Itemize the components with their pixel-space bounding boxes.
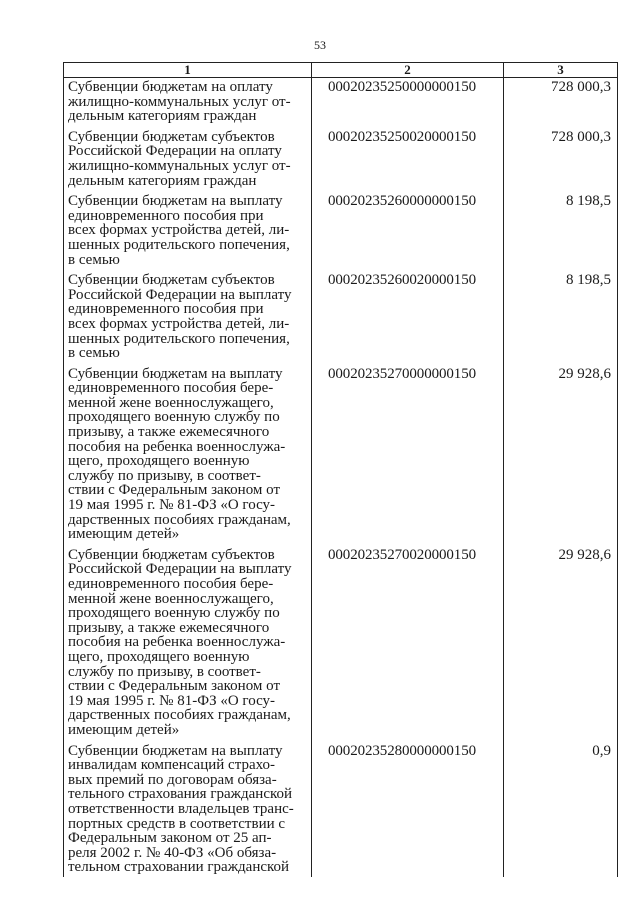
row-name-line: пособия на ребенка военнослужа- — [68, 438, 286, 455]
row-name-line: менной жене военнослужащего, — [68, 590, 274, 607]
row-amount-cell: 29 928,6 — [504, 544, 618, 740]
row-name-line: шенных родительского попечения, — [68, 330, 290, 347]
budget-table — [63, 62, 618, 877]
row-name-line: проходящего военную службу по — [68, 409, 280, 426]
row-name-line: дарственных пособиях гражданам, — [68, 511, 291, 528]
row-name-line: пособия на ребенка военнослужа- — [68, 634, 286, 651]
column-header-name: 1 — [64, 63, 312, 78]
table-body — [64, 78, 618, 877]
row-name-cell — [64, 269, 312, 363]
row-name-line: тельном страховании гражданской — [68, 859, 290, 876]
row-name-line: службу по призыву, в соответ- — [68, 663, 261, 680]
row-amount-cell: 8 198,5 — [504, 190, 618, 269]
row-name-line: 19 мая 1995 г. № 81-ФЗ «О госу- — [68, 692, 276, 709]
table-header-row — [64, 63, 618, 78]
row-name-line: ствии с Федеральным законом от — [68, 678, 281, 695]
row-code-cell: 00020235260020000150 — [312, 269, 504, 363]
row-name-cell — [64, 363, 312, 544]
row-name-line: Субвенции бюджетам на выплату — [68, 193, 283, 210]
table-row — [64, 126, 618, 190]
row-name-line: Субвенции бюджетам субъектов — [68, 546, 275, 563]
row-name-line: ответственности владельцев транс- — [68, 800, 294, 817]
row-name-line: Российской Федерации на выплату — [68, 286, 292, 303]
page-number: 53 — [314, 38, 326, 52]
row-name-line: ствии с Федеральным законом от — [68, 482, 281, 499]
row-name-line: 19 мая 1995 г. № 81-ФЗ «О госу- — [68, 497, 276, 514]
row-name-line: тельного страхования гражданской — [68, 786, 293, 803]
row-name-line: шенных родительского попечения, — [68, 236, 290, 253]
row-name-line: единовременного пособия бере- — [68, 576, 274, 592]
row-code-cell: 00020235250000000150 — [312, 78, 504, 126]
row-name-line: всех формах устройства детей, ли- — [68, 222, 290, 239]
row-code-cell: 00020235270000000150 — [312, 363, 504, 544]
table-row — [64, 78, 618, 126]
row-name-line: портных средств в соответствии с — [68, 815, 286, 832]
row-name-line: Российской Федерации на выплату — [68, 561, 292, 578]
row-name-line: всех формах устройства детей, ли- — [68, 315, 290, 332]
row-name-line: имеющим детей» — [68, 721, 180, 738]
row-name-line: Федеральным законом от 25 ап- — [68, 830, 272, 847]
row-name-line: в семью — [68, 345, 120, 362]
row-name-line: Субвенции бюджетам субъектов — [68, 272, 275, 289]
row-name-line: службу по призыву, в соответ- — [68, 467, 261, 484]
row-name-line: инвалидам компенсаций страхо- — [68, 757, 276, 774]
row-name-line: призыву, а также ежемесячного — [68, 619, 270, 636]
row-name-line: дарственных пособиях гражданам, — [68, 707, 291, 724]
row-name-cell — [64, 190, 312, 269]
row-name-line: щего, проходящего военную — [68, 453, 250, 470]
table-row — [64, 269, 618, 363]
row-name-line: Российской Федерации на оплату — [68, 143, 282, 160]
table-row — [64, 363, 618, 544]
row-name-line: Субвенции бюджетам на оплату — [68, 79, 273, 95]
row-amount-cell: 8 198,5 — [504, 269, 618, 363]
row-code-cell: 00020235280000000150 — [312, 740, 504, 877]
row-name-line: дельным категориям граждан — [68, 108, 257, 125]
column-header-code: 2 — [312, 63, 504, 78]
row-name-cell — [64, 544, 312, 740]
row-amount-cell: 728 000,3 — [504, 126, 618, 190]
row-amount-cell: 728 000,3 — [504, 78, 618, 126]
row-name-line: Субвенции бюджетам на выплату — [68, 742, 283, 759]
row-code-cell: 00020235250020000150 — [312, 126, 504, 190]
row-code-cell: 00020235260000000150 — [312, 190, 504, 269]
row-name-cell — [64, 78, 312, 126]
row-name-cell — [64, 126, 312, 190]
row-name-line: жилищно-коммунальных услуг от- — [68, 157, 291, 174]
row-name-line: в семью — [68, 251, 120, 268]
row-amount-cell: 0,9 — [504, 740, 618, 877]
row-name-line: вых премий по договорам обяза- — [68, 771, 277, 788]
row-name-line: жилищно-коммунальных услуг от- — [68, 93, 291, 110]
row-name-line: единовременного пособия при — [68, 207, 264, 224]
row-name-cell — [64, 740, 312, 877]
table-row — [64, 544, 618, 740]
row-name-line: проходящего военную службу по — [68, 605, 280, 622]
row-name-line: менной жене военнослужащего, — [68, 394, 274, 411]
row-name-line: призыву, а также ежемесячного — [68, 424, 270, 441]
table-row — [64, 740, 618, 877]
column-header-amount: 3 — [504, 63, 618, 78]
row-name-line: щего, проходящего военную — [68, 648, 250, 665]
row-name-line: Субвенции бюджетам на выплату — [68, 365, 283, 382]
row-name-line: имеющим детей» — [68, 526, 180, 543]
row-name-line: Субвенции бюджетам субъектов — [68, 128, 275, 145]
row-name-line: единовременного пособия при — [68, 301, 264, 318]
row-code-cell: 00020235270020000150 — [312, 544, 504, 740]
table-row — [64, 190, 618, 269]
row-name-line: реля 2002 г. № 40-ФЗ «Об обяза- — [68, 844, 277, 861]
row-name-line: единовременного пособия бере- — [68, 380, 274, 397]
row-amount-cell: 29 928,6 — [504, 363, 618, 544]
row-name-line: дельным категориям граждан — [68, 172, 257, 189]
